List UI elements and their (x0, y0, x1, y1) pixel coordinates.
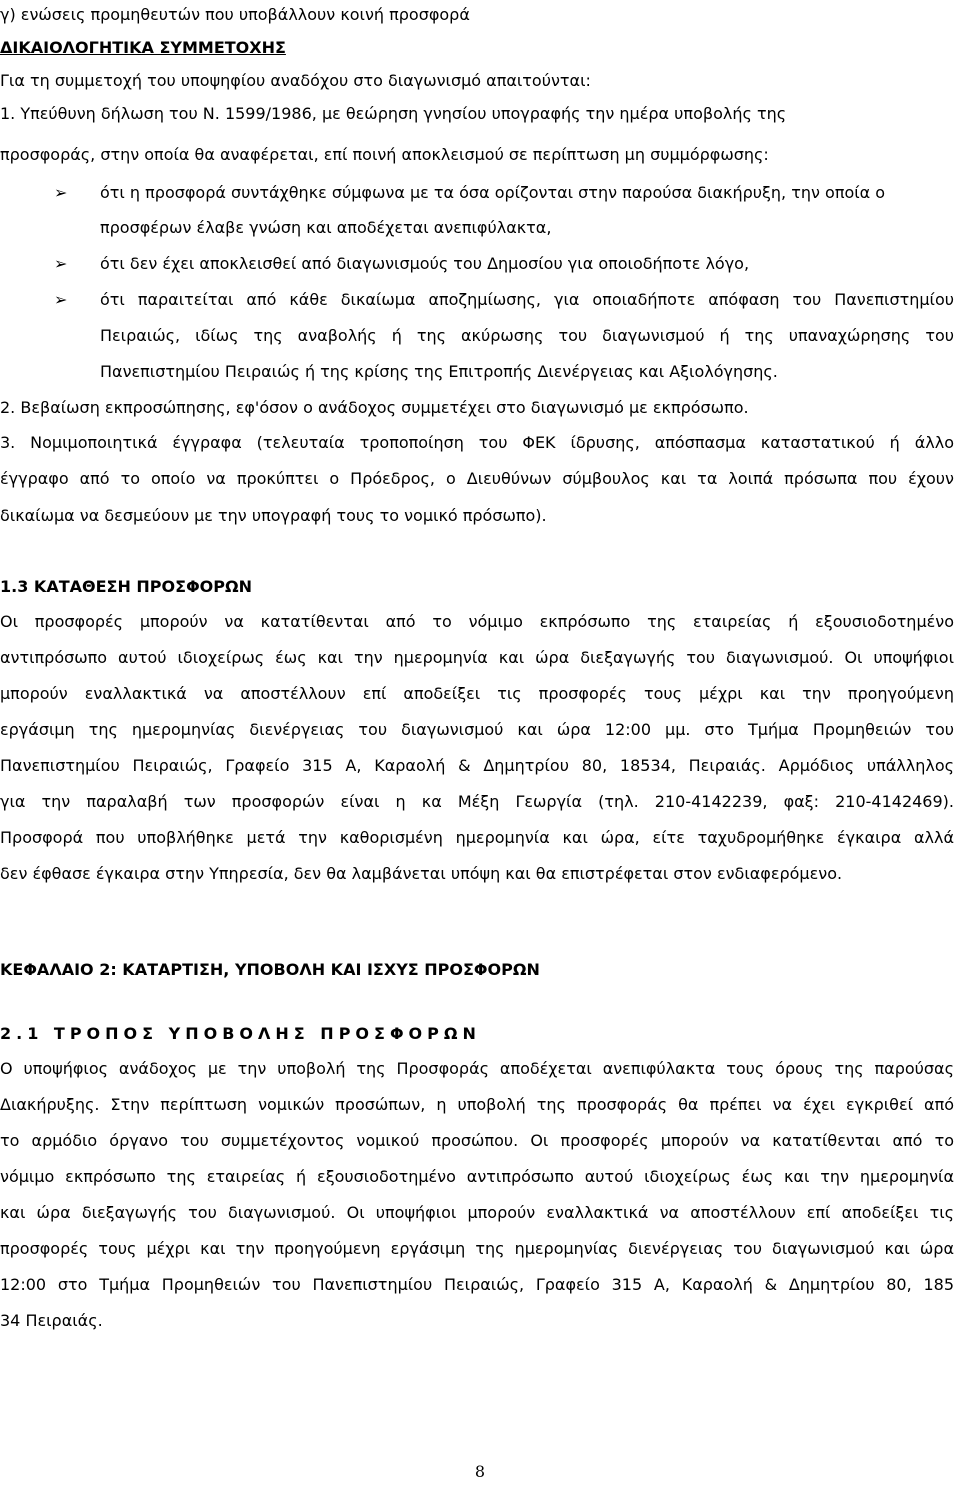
list-item-text: προσφέρων έλαβε γνώση και αποδέχεται ανεπιφύλακτα, (100, 218, 552, 237)
list-item-text: ότι δεν έχει αποκλεισθεί από διαγωνισμούς του Δημοσίου για οποιοδήποτε λόγο, (100, 254, 750, 273)
list-item-text: ότι παραιτείται από κάθε δικαίωμα αποζημίωσης, για οποιαδήποτε απόφαση του Πανεπιστημίου (100, 290, 954, 309)
paragraph-line: Προσφορά που υποβλήθηκε μετά την καθορισμένη ημερομηνία και ώρα, είτε ταχυδρομήθηκε έγκαιρα αλλά (0, 828, 954, 847)
paragraph-line: για την παραλαβή των προσφορών είναι η κα Μέξη Γεωργία (τηλ. 210-4142239, φαξ: 210-4142469). (0, 792, 954, 811)
text-line: έγγραφο από το οποίο να προκύπτει ο Πρόεδρος, ο Διευθύνων σύμβουλος και τα λοιπά πρόσωπα που έχουν (0, 469, 954, 488)
paragraph-line: μπορούν εναλλακτικά να αποστέλλουν επί αποδείξει τις προσφορές τους μέχρι και την προηγούμενη (0, 684, 954, 703)
paragraph-line: 12:00 στο Τμήμα Προμηθειών του Πανεπιστημίου Πειραιώς, Γραφείο 315 Α, Καραολή & Δημητρίου 80, 185 (0, 1275, 954, 1294)
text-line: Για τη συμμετοχή του υποψηφίου αναδόχου στο διαγωνισμό απαιτούνται: (0, 71, 591, 90)
bullet-arrow-icon: ➢ (54, 183, 68, 202)
text-line: προσφοράς, στην οποία θα αναφέρεται, επί ποινή αποκλεισμού σε περίπτωση μη συμμόρφωσης: (0, 145, 769, 164)
text-line: γ) ενώσεις προμηθευτών που υποβάλλουν κοινή προσφορά (0, 5, 470, 24)
paragraph-line: νόμιμο εκπρόσωπο της εταιρείας ή εξουσιοδοτημένο αντιπρόσωπο αυτού ιδιοχείρως έως και την ημερομηνία (0, 1167, 954, 1186)
paragraph-line: και ώρα διεξαγωγής του διαγωνισμού. Οι υποψήφιοι μπορούν εναλλακτικά να αποστέλλουν επί αποδείξει τις (0, 1203, 954, 1222)
list-item-text: Πανεπιστημίου Πειραιώς ή της κρίσης της Επιτροπής Διενέργειας και Αξιολόγησης. (100, 362, 778, 381)
section-heading-2-1: 2.1 ΤΡΟΠΟΣ ΥΠΟΒΟΛΗΣ ΠΡΟΣΦΟΡΩΝ (0, 1024, 481, 1043)
text-line: 3. Νομιμοποιητικά έγγραφα (τελευταία τροποποίηση του ΦΕΚ ίδρυσης, απόσπασμα καταστατικού ή άλλο (0, 433, 954, 452)
bullet-arrow-icon: ➢ (54, 254, 68, 273)
paragraph-line: Πανεπιστημίου Πειραιώς, Γραφείο 315 Α, Καραολή & Δημητρίου 80, 18534, Πειραιάς. Αρμόδιος υπάλληλος (0, 756, 954, 775)
paragraph-line: το αρμόδιο όργανο του συμμετέχοντος νομικού προσώπου. Οι προσφορές μπορούν να κατατίθενται από το (0, 1131, 954, 1150)
list-item-text: ότι η προσφορά συντάχθηκε σύμφωνα με τα όσα ορίζονται στην παρούσα διακήρυξη, την οποία ο (100, 183, 886, 202)
paragraph-line: αντιπρόσωπο αυτού ιδιοχείρως έως και την ημερομηνία και ώρα διεξαγωγής του διαγωνισμού. Οι υποψήφιοι (0, 648, 954, 667)
paragraph-line: εργάσιμη της ημερομηνίας διενέργειας του διαγωνισμού και ώρα 12:00 μμ. στο Τμήμα Προμηθειών του (0, 720, 954, 739)
paragraph-line: Οι προσφορές μπορούν να κατατίθενται από το νόμιμο εκπρόσωπο της εταιρείας ή εξουσιοδοτημένο (0, 612, 954, 631)
text-line: 2. Βεβαίωση εκπροσώπησης, εφ'όσον ο ανάδοχος συμμετέχει στο διαγωνισμό με εκπρόσωπο. (0, 398, 749, 417)
bullet-arrow-icon: ➢ (54, 290, 68, 309)
paragraph-line: δεν έφθασε έγκαιρα στην Υπηρεσία, δεν θα λαμβάνεται υπόψη και θα επιστρέφεται στον ενδιαφερόμενο. (0, 864, 843, 883)
section-heading-participation-documents: ΔΙΚΑΙΟΛΟΓΗΤΙΚΑ ΣΥΜΜΕΤΟΧΗΣ (0, 38, 286, 57)
text-line: 1. Υπεύθυνη δήλωση του Ν. 1599/1986, με θεώρηση γνησίου υπογραφής την ημέρα υποβολής της (0, 104, 787, 123)
chapter-heading-2: ΚΕΦΑΛΑΙΟ 2: ΚΑΤΑΡΤΙΣΗ, ΥΠΟΒΟΛΗ ΚΑΙ ΙΣΧΥΣ ΠΡΟΣΦΟΡΩΝ (0, 960, 540, 979)
paragraph-line: 34 Πειραιάς. (0, 1311, 103, 1330)
list-item-text: Πειραιώς, ιδίως της αναβολής ή της ακύρωσης του διαγωνισμού ή της υπαναχώρησης του (100, 326, 954, 345)
paragraph-line: προσφορές τους μέχρι και την προηγούμενη εργάσιμη της ημερομηνίας διενέργειας του διαγωνισμού και ώρα (0, 1239, 954, 1258)
section-heading-1-3: 1.3 ΚΑΤΑΘΕΣΗ ΠΡΟΣΦΟΡΩΝ (0, 577, 252, 596)
text-line: δικαίωμα να δεσμεύουν με την υπογραφή τους το νομικό πρόσωπο). (0, 506, 547, 525)
page-number: 8 (474, 1462, 486, 1481)
paragraph-line: Ο υποψήφιος ανάδοχος με την υποβολή της Προσφοράς αποδέχεται ανεπιφύλακτα τους όρους της παρούσας (0, 1059, 954, 1078)
paragraph-line: Διακήρυξης. Στην περίπτωση νομικών προσώπων, η υποβολή της προσφοράς θα πρέπει να έχει εγκριθεί από (0, 1095, 954, 1114)
